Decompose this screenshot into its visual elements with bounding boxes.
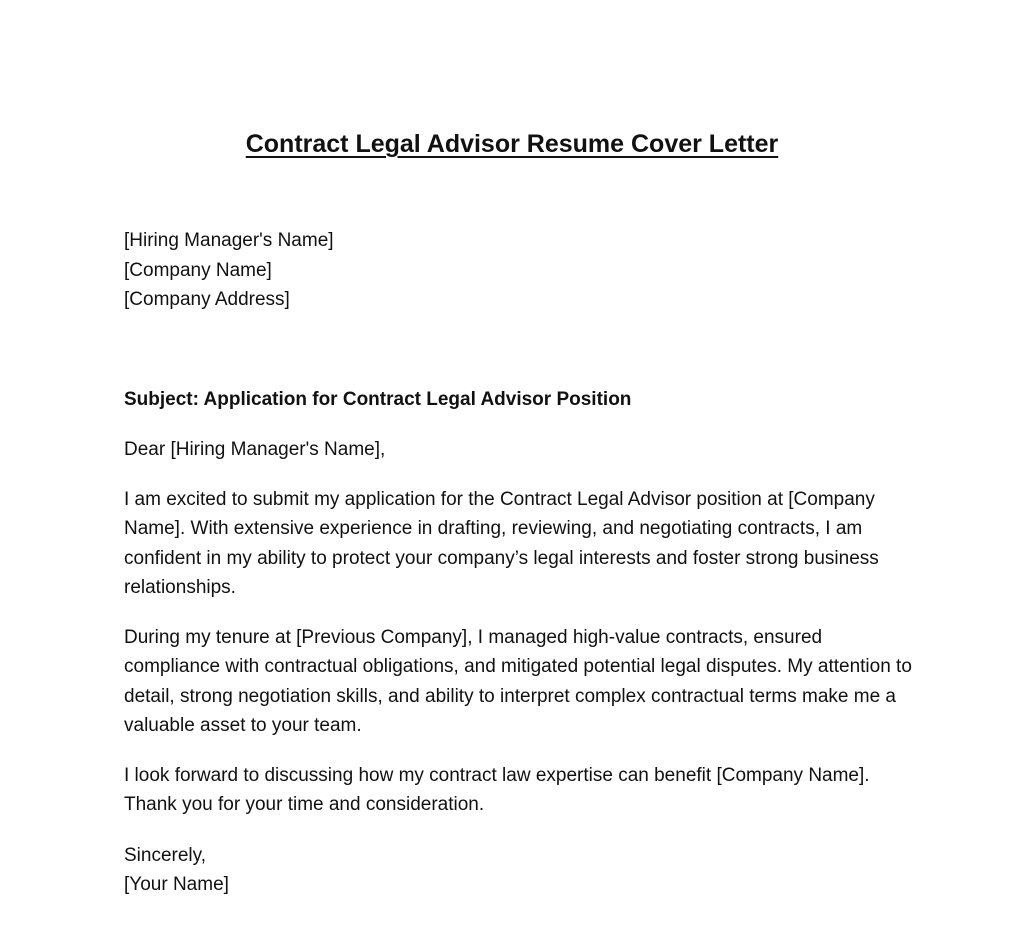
recipient-name: [Hiring Manager's Name] (124, 230, 334, 251)
recipient-company: [Company Name] (124, 259, 272, 281)
document-title: Contract Legal Advisor Resume Cover Letter (245, 130, 779, 158)
paragraph-intro: I am excited to submit my application for the Contract Legal Advisor position at [Company Name]. With extensive experience in drafting, reviewing, and negotiating contracts, I am confident in my ability to protect your company’s legal interests and foster strong business relationships. (124, 488, 879, 598)
recipient-address (124, 226, 914, 315)
letter-body (124, 226, 914, 900)
paragraph-experience: During my tenure at [Previous Company], I managed high-value contracts, ensured compliance with contractual obligations, and mitigated potential legal disputes. My attention to detail, strong negotiation skills, and ability to interpret complex contractual terms make me a valuable asset to your team. (124, 626, 912, 736)
closing-text: Sincerely, (124, 844, 207, 866)
paragraph-conclusion: I look forward to discussing how my contract law expertise can benefit [Company Name]. Thank you for your time and consideration. (124, 764, 870, 815)
closing-block (124, 841, 914, 900)
subject-line: Subject: Application for Contract Legal Advisor Position (124, 388, 632, 410)
salutation: Dear [Hiring Manager's Name], (124, 439, 386, 460)
recipient-company-address: [Company Address] (124, 289, 290, 310)
signature-name: [Your Name] (124, 874, 229, 895)
